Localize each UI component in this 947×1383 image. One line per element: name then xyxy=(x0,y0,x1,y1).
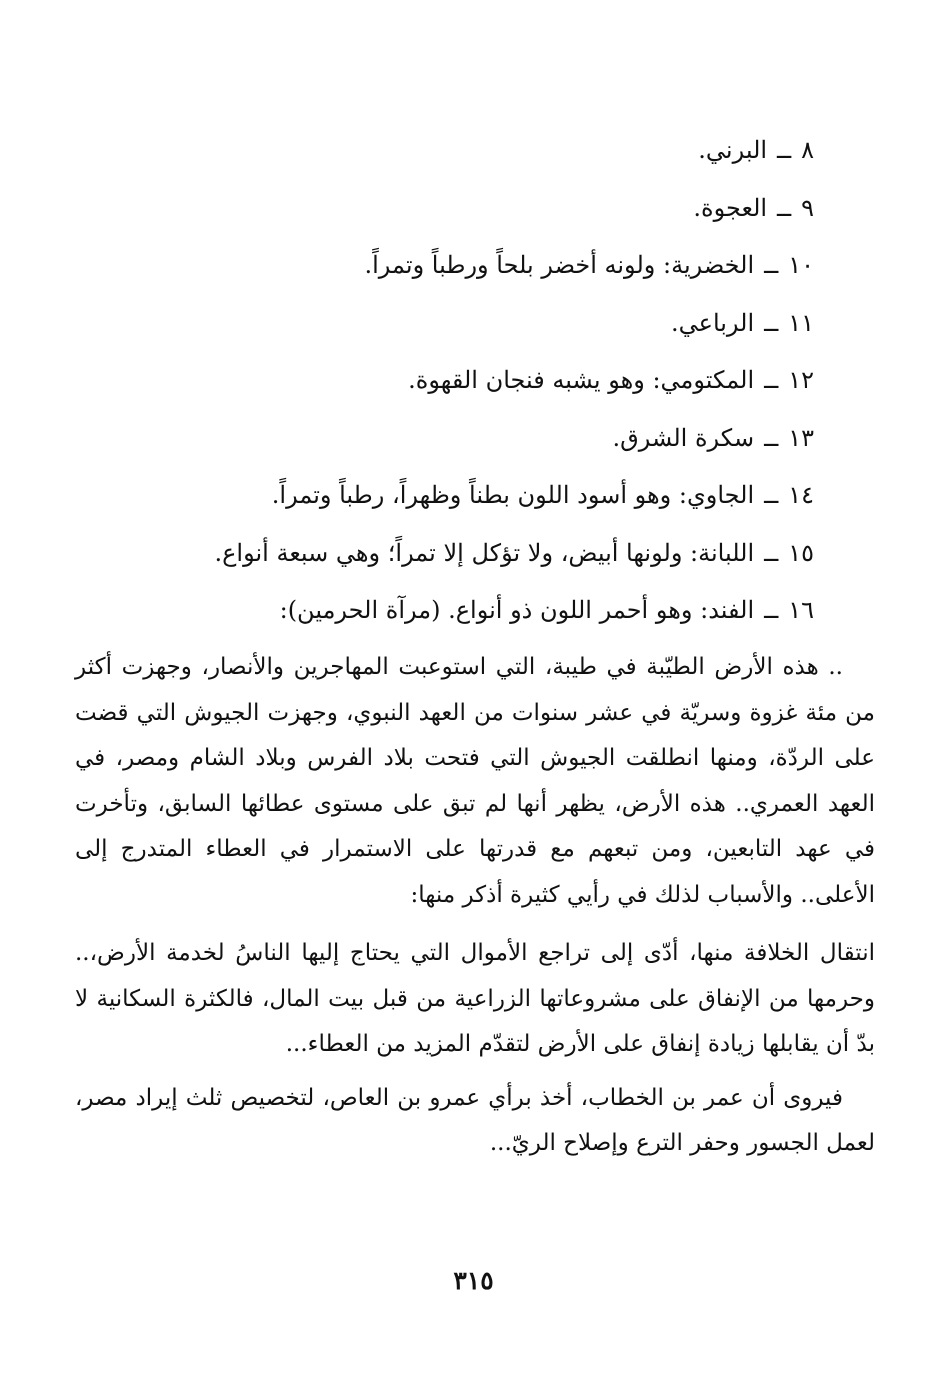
date-varieties-list xyxy=(114,122,814,640)
paragraph: انتقال الخلافة منها، أدّى إلى تراجع الأموال التي يحتاج إليها الناسُ لخدمة الأرض،.. وحرمها من الإنفاق على مشروعاتها الزراعية من قبل بيت المال، فالكثرة السكانية لا بدّ أن يقابلها زيادة إنفاق على الأرض لتقدّم المزيد من العطاء... xyxy=(75,940,875,1057)
list-item-text: العجوة. xyxy=(693,193,768,222)
list-item-dash: ــ xyxy=(764,538,779,567)
page-number: ٣١٥ xyxy=(453,1266,494,1295)
list-item xyxy=(114,582,814,640)
list-item-dash: ــ xyxy=(777,136,792,164)
list-item-dash: ــ xyxy=(764,308,779,337)
list-item-text: الخضرية: ولونه أخضر بلحاً ورطباً وتمراً. xyxy=(364,251,755,279)
paragraph: فيروى أن عمر بن الخطاب، أخذ برأي عمرو بن العاص، لتخصيص ثلث إيراد مصر، لعمل الجسور وحفر الترع وإصلاح الريّ... xyxy=(75,1084,875,1156)
list-item-dash: ــ xyxy=(764,251,779,279)
list-item-text: سكرة الشرق. xyxy=(612,423,755,452)
list-item-text: اللبانة: ولونها أبيض، ولا تؤكل إلا تمراً؛ وهي سبعة أنواع. xyxy=(214,538,755,567)
list-item-number: ٨ xyxy=(801,136,814,164)
list-item xyxy=(114,122,814,180)
list-item-number: ١٦ xyxy=(788,596,814,624)
list-item-number: ٩ xyxy=(801,193,814,222)
list-item-number: ١٤ xyxy=(788,481,814,509)
list-item-number: ١٣ xyxy=(788,423,814,452)
list-item-dash: ــ xyxy=(764,481,779,509)
list-item-number: ١٢ xyxy=(788,366,814,394)
list-item xyxy=(114,467,814,525)
list-item-number: ١١ xyxy=(788,308,814,337)
list-item-dash: ــ xyxy=(764,366,779,394)
list-item-text: البرني. xyxy=(698,136,768,164)
list-item xyxy=(114,352,814,410)
list-item-text: الجاوي: وهو أسود اللون بطناً وظهراً، رطباً وتمراً. xyxy=(271,481,755,509)
list-item xyxy=(114,525,814,583)
list-item-text: الفند: وهو أحمر اللون ذو أنواع. (مرآة الحرمين): xyxy=(279,596,755,624)
list-item-dash: ــ xyxy=(777,193,792,222)
body-text xyxy=(75,645,875,1167)
list-item-text: المكتومي: وهو يشبه فنجان القهوة. xyxy=(408,366,755,394)
list-item xyxy=(114,180,814,238)
list-item-number: ١٥ xyxy=(788,538,814,567)
list-item xyxy=(114,410,814,468)
list-item-text: الرباعي. xyxy=(670,308,755,337)
list-item-dash: ــ xyxy=(764,596,779,624)
list-item xyxy=(114,295,814,353)
list-item-number: ١٠ xyxy=(788,251,814,279)
list-item xyxy=(114,237,814,295)
paragraph: .. هذه الأرض الطيّبة في طيبة، التي استوعبت المهاجرين والأنصار، وجهزت أكثر من مئة غزوة وسريّة في عشر سنوات من العهد النبوي، وجهزت الجيوش التي قضت على الردّة، ومنها انطلقت الجيوش التي فتحت بلاد الفرس وبلاد الشام ومصر، في العهد العمري.. هذه الأرض، يظهر أنها لم تبق على مستوى عطائها السابق، وتأخرت في عهد التابعين، ومن تبعهم مع قدرتها على الاستمرار في العطاء المتدرج إلى الأعلى.. والأسباب لذلك في رأيي كثيرة أذكر منها: xyxy=(75,654,875,908)
list-item-dash: ــ xyxy=(764,423,779,452)
